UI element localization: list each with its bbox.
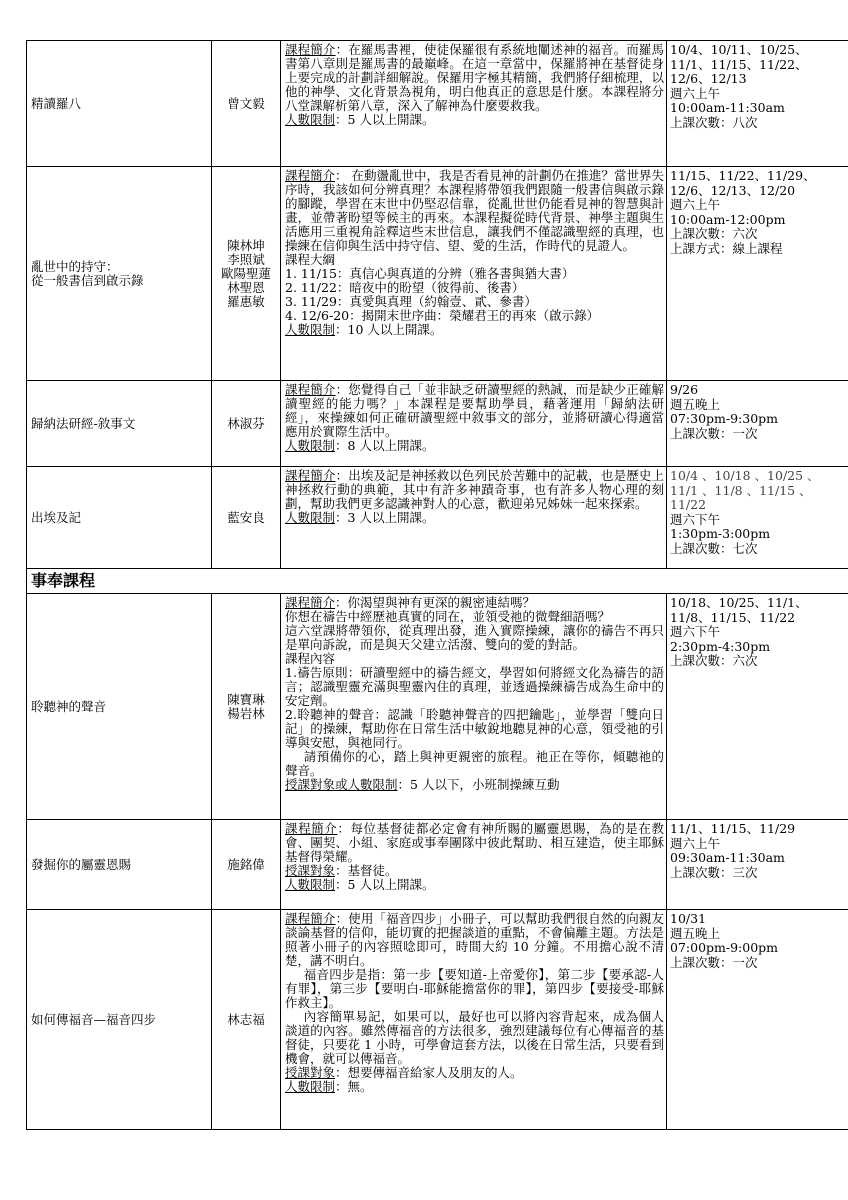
content-item: 2.聆聽神的聲音：認識「聆聽神聲音的四把鑰匙」，並學習「雙向日記」的操練，幫助你在日常生活中敏銳地聽見神的心意，領受祂的引導與安慰，與祂同行。 xyxy=(285,707,664,750)
limit-text: ：10 人以上開課。 xyxy=(335,322,443,337)
intro-text: 你想在禱告中經歷祂真實的同在，並領受祂的微聲細語嗎？ xyxy=(285,609,611,624)
outline-item: 3. 11/29：真愛與真理（約翰壹、貳、參書） xyxy=(285,294,537,309)
limit-text: ：5 人以上開課。 xyxy=(335,877,435,892)
schedule-dates: 10/4 、10/18 、10/25 、11/1 、11/8 、11/15 、11/22 xyxy=(670,468,820,513)
content-item: 1.禱告原則：研讀聖經中的禱告經文，學習如何將經文化為禱告的語言；認識聖靈充滿與聖靈內住的真理，並透過操練禱告成為生命中的安定劑。 xyxy=(285,665,664,708)
course-teacher: 林志福 xyxy=(212,910,281,1130)
intro-label: 課程簡介 xyxy=(285,821,338,836)
course-name: 出埃及記 xyxy=(27,467,212,569)
limit-label: 人數限制 xyxy=(285,112,336,127)
limit-label: 人數限制 xyxy=(285,438,336,453)
course-teacher: 曾文毅 xyxy=(212,41,281,167)
table-row xyxy=(27,381,848,467)
course-schedule xyxy=(667,594,848,820)
schedule-time: 1:30pm-3:00pm xyxy=(670,526,771,542)
schedule-dates: 11/1、11/15、11/29 xyxy=(670,821,796,836)
intro-label: 課程簡介 xyxy=(285,168,336,183)
course-name: 如何傳福音—福音四步 xyxy=(27,910,212,1130)
schedule-time: 2:30pm-4:30pm xyxy=(670,638,771,654)
outline-item: 2. 11/22：暗夜中的盼望（彼得前、後書） xyxy=(285,280,525,295)
schedule-count: 上課次數：一次 xyxy=(670,425,758,441)
course-teacher: 林淑芬 xyxy=(212,381,281,467)
schedule-count: 上課次數：八次 xyxy=(670,114,758,130)
outline-item: 4. 12/6-20：揭開末世序曲：榮耀君王的再來（啟示錄） xyxy=(285,308,600,323)
course-name-line: 從一般書信到啟示錄 xyxy=(31,272,144,288)
limit-label: 授課對象或人數限制 xyxy=(285,777,398,792)
course-schedule xyxy=(667,467,848,569)
course-name: 聆聽神的聲音 xyxy=(27,594,212,820)
intro-text: ：使用「福音四步」小冊子，可以幫助我們很自然的向親友談論基督的信仰，能切實的把握談道的重點，不會偏離主題。方法是照著小冊子的內容照唸即可，時間大約 10 分鐘。不用擔心說不清楚，講不明白。 xyxy=(285,911,664,968)
audience-text: ：基督徒。 xyxy=(335,863,398,878)
course-name: 精讀羅八 xyxy=(27,41,212,167)
content-label: 課程內容 xyxy=(285,651,336,666)
course-table xyxy=(26,40,848,1130)
table-row xyxy=(27,594,848,820)
course-description xyxy=(281,467,667,569)
course-name: 發掘你的屬靈恩賜 xyxy=(27,820,212,910)
limit-text: ：5 人以上開課。 xyxy=(335,112,435,127)
limit-text: ：5 人以下，小班制操練互動 xyxy=(397,777,560,792)
course-name-line: 亂世中的持守： xyxy=(31,258,119,274)
intro-text: ：每位基督徒都必定會有神所賜的屬靈恩賜，為的是在教會、團契、小組、家庭或事奉團隊中彼此幫助、相互建造，使主耶穌基督得榮耀。 xyxy=(285,821,664,864)
intro-text: ：出埃及記是神拯救以色列民於苦難中的記載，也是歷史上神拯救行動的典範，其中有許多神蹟奇事，也有許多人物心理的刻劃，幫助我們更多認識神對人的心意，歡迎弟兄姊妹一起來探索。 xyxy=(285,468,664,511)
course-description xyxy=(281,41,667,167)
schedule-day: 週六上午 xyxy=(670,197,721,213)
limit-text: ：3 人以上開課。 xyxy=(335,510,435,525)
audience-label: 授課對象 xyxy=(285,863,336,878)
schedule-time: 07:30pm-9:30pm xyxy=(670,411,779,427)
schedule-count: 上課次數：六次 xyxy=(670,653,758,669)
outline-item: 1. 11/15：真信心與真道的分辨（雅各書與猶大書） xyxy=(285,266,575,281)
teacher-name: 林聖恩 xyxy=(227,279,265,295)
table-row xyxy=(27,910,848,1130)
table-row xyxy=(27,167,848,381)
schedule-dates: 10/4、10/11、10/25、11/1、11/15、11/22、12/6、12/13 xyxy=(670,42,808,87)
audience-text: ：想要傳福音給家人及朋友的人。 xyxy=(335,1065,523,1080)
course-teacher xyxy=(212,594,281,820)
course-teacher: 藍安良 xyxy=(212,467,281,569)
schedule-dates: 11/15、11/22、11/29、12/6、12/13、12/20 xyxy=(670,168,816,198)
intro-text: 這六堂課將帶領你，從真理出發，進入實際操練，讓你的禱告不再只是單向訴說，而是與天父建立活潑、雙向的愛的對話。 xyxy=(285,623,664,652)
teacher-name: 楊岩林 xyxy=(227,705,265,721)
outline-label: 課程大綱 xyxy=(285,252,336,267)
table-row xyxy=(27,41,848,167)
intro-text: ：您覺得自己「並非缺乏研讀聖經的熱誠，而是缺少正確解讀聖經的能力嗎？」本課程是要幫助學員，藉著運用「歸納法研經」，來操練如何正確研讀聖經中敘事文的部分，並將研讀心得適當應用於實際生活中。 xyxy=(285,382,664,439)
paragraph-text: 內容簡單易記，如果可以，最好也可以將內容背起來，成為個人談道的內容。雖然傳福音的方法很多，強烈建議每位有心傳福音的基督徒，只要花 1 小時，可學會這套方法，以後在日常生活，只要看到機會，就可以傳福音。 xyxy=(285,1009,664,1066)
schedule-count: 上課次數：一次 xyxy=(670,954,758,970)
course-description xyxy=(281,820,667,910)
closing-text: 請預備你的心，踏上與神更親密的旅程。祂正在等你，傾聽祂的聲音。 xyxy=(285,749,664,778)
schedule-dates: 9/26 xyxy=(670,382,699,397)
limit-label: 人數限制 xyxy=(285,510,336,525)
paragraph-text: 福音四步是指：第一步【要知道-上帝愛你】，第二步【要承認-人有罪】，第三步【要明白-耶穌能擔當你的罪】，第四步【要接受-耶穌作救主】。 xyxy=(285,967,664,1010)
course-description xyxy=(281,381,667,467)
table-row xyxy=(27,820,848,910)
course-description xyxy=(281,910,667,1130)
intro-label: 課程簡介 xyxy=(285,42,336,57)
limit-label: 人數限制 xyxy=(285,1079,336,1094)
schedule-time: 07:00pm-9:00pm xyxy=(670,940,779,956)
schedule-day: 週六下午 xyxy=(670,511,721,527)
intro-label: 課程簡介 xyxy=(285,468,336,483)
schedule-day: 週五晚上 xyxy=(670,925,721,941)
course-schedule xyxy=(667,381,848,467)
schedule-count: 上課次數：三次 xyxy=(670,864,758,880)
teacher-name: 陳寶琳 xyxy=(227,691,265,707)
intro-label: 課程簡介 xyxy=(285,911,336,926)
course-teacher: 施銘偉 xyxy=(212,820,281,910)
schedule-dates: 10/31 xyxy=(670,911,707,926)
teacher-name: 李照斌 xyxy=(227,251,265,267)
course-table-page xyxy=(26,40,848,1130)
limit-label: 人數限制 xyxy=(285,322,336,337)
limit-text: ：無。 xyxy=(335,1079,373,1094)
schedule-day: 週六上午 xyxy=(670,835,721,851)
section-title: 事奉課程 xyxy=(27,569,848,594)
intro-label: 課程簡介 xyxy=(285,382,336,397)
schedule-time: 10:00am-11:30am xyxy=(670,100,785,116)
schedule-day: 週五晚上 xyxy=(670,396,721,412)
schedule-day: 週六下午 xyxy=(670,624,721,640)
schedule-count: 上課次數：六次 xyxy=(670,226,758,242)
course-description xyxy=(281,167,667,381)
course-description xyxy=(281,594,667,820)
teacher-name: 陳林坤 xyxy=(227,237,265,253)
schedule-time: 09:30am-11:30am xyxy=(670,850,785,866)
course-name xyxy=(27,167,212,381)
course-teacher xyxy=(212,167,281,381)
table-row xyxy=(27,467,848,569)
schedule-dates: 10/18、10/25、11/1、11/8、11/15、11/22 xyxy=(670,595,808,625)
course-schedule xyxy=(667,820,848,910)
intro-text: ：在羅馬書裡，使徒保羅很有系統地闡述神的福音。而羅馬書第八章則是羅馬書的最巔峰。在這一章當中，保羅將神在基督徒身上要完成的計劃詳細解說。保羅用字極其精簡，我們將仔細梳理，以他的神學、文化背景為視角，明白他真正的意思是什麼。本課程將分八堂課解析第八章，深入了解神為什麼要救我。 xyxy=(285,42,664,113)
intro-text: ： 在動盪亂世中，我是否看見神的計劃仍在推進？當世界失序時，我該如何分辨真理？本課程將帶領我們跟隨一般書信與啟示錄的腳蹤，學習在末世中仍堅忍信靠，從亂世世仍能看見神的智慧與計畫，並帶著盼望等候主的再來。本課程擬從時代背景、神學主題與生活應用三重視角詮釋這些末世信息，讓我們不僅認識聖經的真理，也操練在信仰與生活中持守信、望、愛的生活，作時代的見證人。 xyxy=(285,168,664,253)
limit-label: 人數限制 xyxy=(285,877,336,892)
teacher-name: 歐陽聖蓮 xyxy=(220,265,271,281)
course-schedule xyxy=(667,167,848,381)
intro-text: ：你渴望與神有更深的親密連結嗎？ xyxy=(335,595,536,610)
limit-text: ：8 人以上開課。 xyxy=(335,438,435,453)
course-schedule xyxy=(667,41,848,167)
teacher-name: 羅惠敏 xyxy=(227,293,265,309)
schedule-day: 週六上午 xyxy=(670,85,721,101)
audience-label: 授課對象 xyxy=(285,1065,336,1080)
schedule-time: 10:00am-12:00pm xyxy=(670,211,786,227)
course-name: 歸納法研經-敘事文 xyxy=(27,381,212,467)
course-schedule xyxy=(667,910,848,1130)
schedule-count: 上課次數：七次 xyxy=(670,540,758,556)
section-row xyxy=(27,569,848,594)
intro-label: 課程簡介 xyxy=(285,595,336,610)
schedule-mode: 上課方式：線上課程 xyxy=(670,240,783,256)
